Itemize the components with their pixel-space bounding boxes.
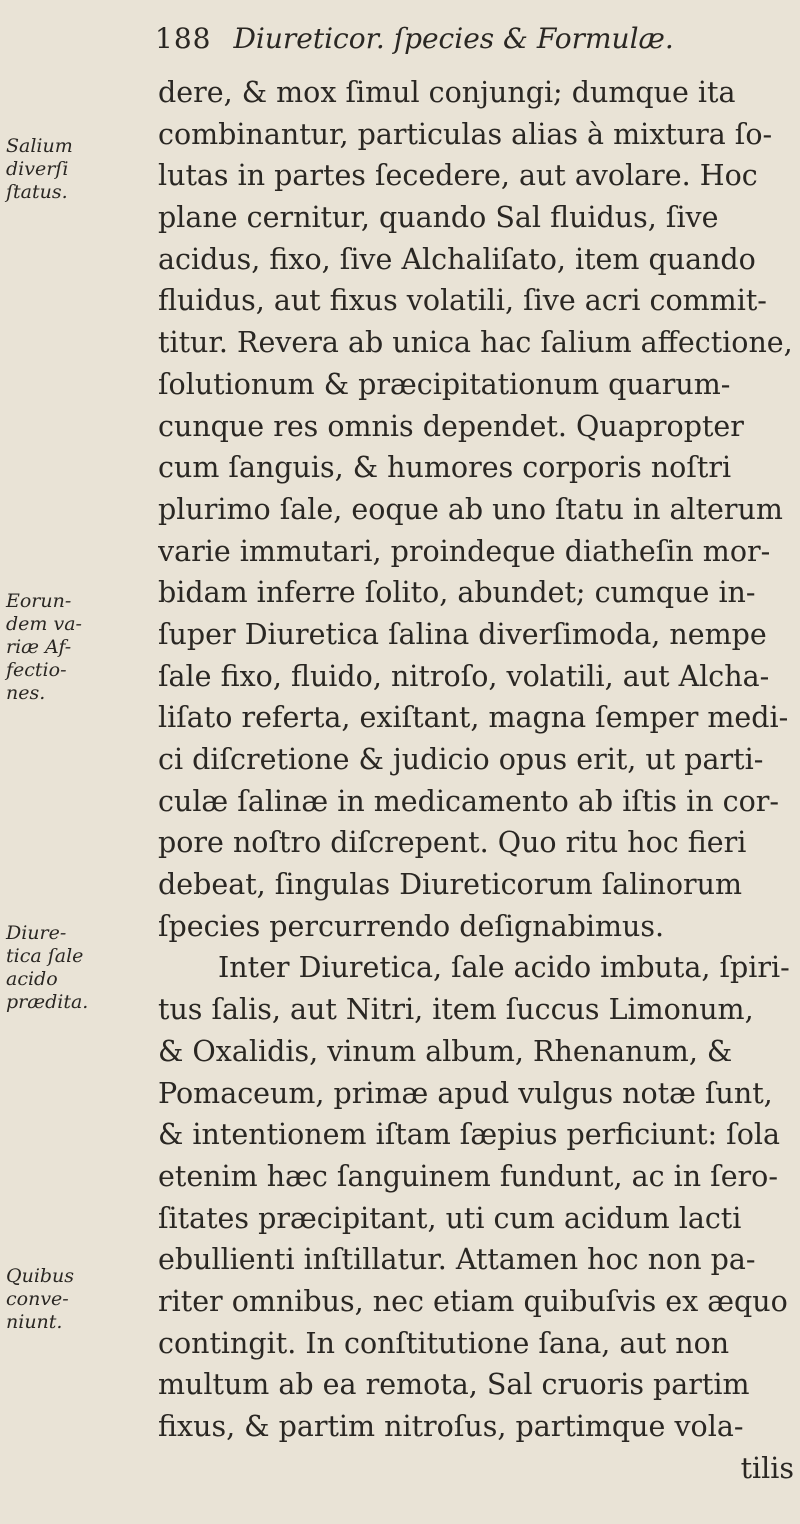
paragraph-start-line: Inter Diuretica, ſale acido imbuta, ſpiri- — [218, 951, 790, 985]
margin-note-line: nes. — [6, 682, 46, 704]
page-header — [155, 22, 795, 55]
margin-note-line: prædita. — [6, 991, 89, 1013]
margin-note — [6, 135, 138, 204]
margin-note-line: niunt. — [6, 1311, 63, 1333]
margin-note — [6, 922, 138, 1014]
text-line: acidus, fixo, ſive Alchaliſato, item quando — [158, 242, 756, 276]
text-line: Pomaceum, primæ apud vulgus notæ ſunt, — [158, 1076, 773, 1110]
margin-note-line: ſtatus. — [6, 181, 68, 203]
margin-note-line: tica ſale — [6, 945, 84, 967]
text-line: dere, & mox ſimul conjungi; dumque ita — [158, 76, 736, 109]
text-line: cunque res omnis dependet. Quapropter — [158, 409, 744, 443]
text-line: tus ſalis, aut Nitri, item ſuccus Limonum, — [158, 993, 754, 1027]
text-line: plurimo ſale, eoque ab uno ſtatu in alterum — [158, 492, 783, 526]
running-title: Diureticor. ſpecies & Formulæ. — [233, 22, 674, 55]
text-line: varie immutari, proindeque diatheſin mor- — [158, 534, 771, 568]
text-line: titur. Revera ab unica hac ſalium affectione, — [158, 326, 793, 360]
text-line: riter omnibus, nec etiam quibuſvis ex æquo — [158, 1284, 788, 1318]
text-line: ſpecies percurrendo deſignabimus. — [158, 909, 665, 943]
text-line: & Oxalidis, vinum album, Rhenanum, & — [158, 1034, 733, 1068]
margin-note-line: diverſi — [6, 158, 69, 180]
margin-note-line: dem va- — [6, 613, 82, 635]
text-line: etenim hæc ſanguinem fundunt, ac in ſero- — [158, 1159, 778, 1193]
text-line: plane cernitur, quando Sal fluidus, ſive — [158, 201, 719, 235]
margin-note-line: Salium — [6, 135, 73, 157]
text-line: fixus, & partim nitroſus, partimque vola- — [158, 1410, 744, 1443]
text-line: contingit. In conſtitutione ſana, aut non — [158, 1326, 730, 1360]
text-line: ſuper Diuretica ſalina diverſimoda, nempe — [158, 617, 767, 651]
text-line: bidam inferre ſolito, abundet; cumque in- — [158, 576, 756, 610]
margin-note-line: fectio- — [6, 659, 67, 681]
margin-note — [6, 590, 138, 705]
text-line: pore noſtro diſcrepent. Quo ritu hoc fieri — [158, 826, 747, 860]
text-line: liſato referta, exiſtant, magna ſemper medi- — [158, 701, 789, 735]
text-line: multum ab ea remota, Sal cruoris partim — [158, 1368, 750, 1402]
margin-note-line: Eorun- — [6, 590, 72, 612]
text-line: debeat, ſingulas Diureticorum ſalinorum — [158, 868, 743, 902]
text-line: & intentionem iſtam ſæpius perficiunt: ſola — [158, 1118, 780, 1152]
text-line: ſitates præcipitant, uti cum acidum lacti — [158, 1201, 742, 1235]
text-line: ſale fixo, fluido, nitroſo, volatili, aut Alcha- — [158, 659, 770, 693]
page-number: 188 — [155, 22, 212, 55]
body-text — [158, 72, 794, 1489]
text-line: lutas in partes ſecedere, aut avolare. Hoc — [158, 159, 758, 193]
text-line: ci diſcretione & judicio opus erit, ut parti- — [158, 743, 764, 776]
text-line: cum ſanguis, & humores corporis noſtri — [158, 451, 732, 485]
text-line: ebullienti inſtillatur. Attamen hoc non pa- — [158, 1243, 756, 1277]
margin-note-line: riæ Af- — [6, 636, 72, 658]
margin-note-line: Quibus — [6, 1265, 75, 1287]
catchword: tilis — [740, 1451, 794, 1485]
text-line: combinantur, particulas alias à mixtura ſo- — [158, 117, 773, 151]
margin-note — [6, 1265, 138, 1334]
margin-note-line: acido — [6, 968, 58, 990]
text-line: ſolutionum & præcipitationum quarum- — [158, 367, 731, 401]
text-line: fluidus, aut fixus volatili, ſive acri commit- — [158, 284, 767, 318]
margin-note-line: Diure- — [6, 922, 67, 944]
text-line: culæ ſalinæ in medicamento ab iſtis in cor- — [158, 784, 780, 818]
margin-note-line: conve- — [6, 1288, 69, 1310]
